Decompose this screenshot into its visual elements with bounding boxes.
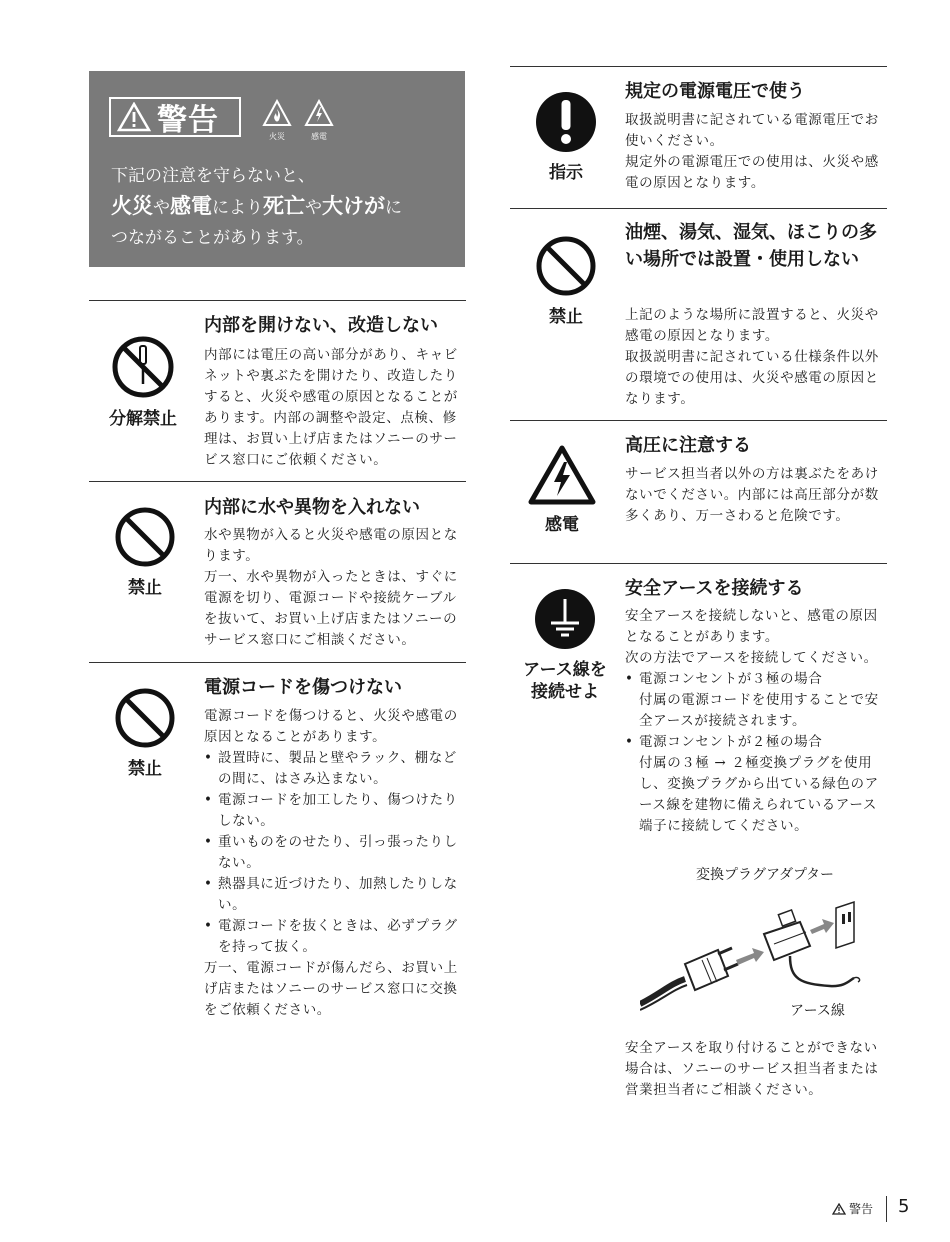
divider (89, 662, 466, 663)
section-body: 電源コードを傷つけると、火災や感電の原因となることがあります。 • 設置時に、製品と壁やラック、棚などの間に、はさみ込まない。 • 電源コードを加工したり、傷つけたりしない。 • 重いものをのせたり、引っ張ったりしない。 • 熱器具に近づけたり、加熱したりしない。 • 電源コードを抜くときは、必ずプラグを持って抜く。 万一、電源コードが傷んだら、お買い上げ店またはソニーのサービス窓口に交換をご依頼ください。 (204, 706, 462, 1021)
section-note: 安全アースを取り付けることができない場合は、ソニーのサービス担当者または営業担当者にご相談ください。 (625, 1040, 879, 1098)
section-body: 取扱説明書に記されている電源電圧でお使いください。 規定外の電源電圧での使用は、火災や感電の原因となります。 (625, 112, 879, 191)
divider (510, 66, 887, 67)
section-body: サービス担当者以外の方は裏ぶたをあけないでください。内部には高圧部分が数多くあり、万一さわると危険です。 (625, 466, 879, 524)
page-number: 5 (898, 1196, 910, 1217)
list-item: • 重いものをのせたり、引っ張ったりしない。 (204, 832, 462, 874)
icon-label: 禁止 (549, 307, 583, 327)
ground-icon (517, 587, 613, 703)
list-item: • 電源コードを抜くときは、必ずプラグを持って抜く。 (204, 916, 462, 958)
section-heading: 高圧に注意する (625, 435, 751, 456)
icon-label: 禁止 (128, 759, 162, 779)
fire-icon (259, 99, 295, 142)
shock-icon (301, 99, 337, 142)
electric-shock-icon (527, 444, 597, 536)
bullet-list (625, 669, 883, 837)
list-item: • 設置時に、製品と壁やラック、棚などの間に、はさみ込まない。 (204, 748, 462, 790)
section-heading: 安全アースを接続する (625, 578, 804, 599)
section-heading: 電源コードを傷つけない (204, 677, 402, 698)
icon-label: 禁止 (128, 578, 162, 598)
adapter-label: 変換プラグアダプター (696, 867, 835, 883)
section-body: 安全アースを接続しないと、感電の原因となることがあります。 次の方法でアースを接続してください。 • 電源コンセントが３極の場合 付属の電源コードを使用することで安全アースが接続されます。 • 電源コンセントが２極の場合 付属の３極 → ２極変換プラグを使用し、変換プラグから出ている緑色のアース線を建物に備えられているアース端子に接続してください。 (625, 606, 883, 837)
icon-label: 指示 (549, 163, 583, 183)
no-disassembly-icon (108, 334, 178, 430)
divider (510, 563, 887, 564)
section-body: 内部には電圧の高い部分があり、キャビネットや裏ぶたを開けたり、改造したりすると、火災や感電の原因となることがあります。内部の調整や設定、点検、修理は、お買い上げ店またはソニーのサービス窓口にご依頼ください。 (204, 347, 458, 468)
prohibition-icon (110, 505, 180, 599)
icon-label: アース線を 接続せよ (523, 660, 607, 702)
divider (89, 300, 466, 301)
warning-title-frame (109, 97, 241, 137)
prohibition-icon (110, 686, 180, 780)
icon-label: 分解禁止 (109, 409, 177, 429)
list-item: • 電源コンセントが２極の場合 付属の３極 → ２極変換プラグを使用し、変換プラグから出ている緑色のアース線を建物に備えられているアース端子に接続してください。 (625, 732, 883, 837)
prohibition-icon (531, 234, 601, 328)
warning-line-3: つながることがあります。 (111, 228, 314, 248)
footer-section-name: 警告 (849, 1202, 874, 1216)
warning-line-1: 下記の注意を守らないと、 (111, 166, 315, 186)
warning-line-2: 火災や感電により死亡や大けがに (111, 194, 402, 218)
divider (510, 208, 887, 209)
list-item: • 電源コードを加工したり、傷つけたりしない。 (204, 790, 462, 832)
warning-title: 警告 (157, 103, 219, 138)
fire-icon-label: 火災 (269, 132, 285, 141)
warning-triangle-icon (117, 102, 151, 132)
section-heading: 油煙、湯気、湿気、ほこりの多い場所では設置・使用しない (625, 222, 877, 270)
section-body: 水や異物が入ると火災や感電の原因となります。 万一、水や異物が入ったときは、すぐに電源を切り、電源コードや接続ケーブルを抜いて、お買い上げ店またはソニーのサービス窓口にご相談ください。 (204, 527, 458, 648)
section-heading: 内部に水や異物を入れない (204, 497, 420, 518)
icon-label: 感電 (545, 515, 579, 535)
plug-adapter-illustration (640, 884, 880, 1014)
warning-box (89, 71, 465, 267)
mandatory-action-icon (531, 90, 601, 184)
list-item: • 熱器具に近づけたり、加熱したりしない。 (204, 874, 462, 916)
bullet-list (204, 748, 462, 958)
section-heading: 規定の電源電圧で使う (625, 81, 805, 102)
footer-divider (886, 1196, 887, 1222)
list-item: • 電源コンセントが３極の場合 付属の電源コードを使用することで安全アースが接続されます。 (625, 669, 883, 732)
divider (510, 420, 887, 421)
divider (89, 481, 466, 482)
section-heading: 内部を開けない、改造しない (204, 315, 438, 336)
shock-icon-label: 感電 (311, 132, 327, 141)
footer-section-label (832, 1200, 873, 1217)
warning-triangle-icon (832, 1203, 846, 1215)
plug-adapter-diagram (640, 858, 880, 1028)
section-body: 上記のような場所に設置すると、火災や感電の原因となります。 取扱説明書に記されている仕様条件以外の環境での使用は、火災や感電の原因となります。 (625, 307, 879, 407)
warning-text (111, 161, 451, 253)
ground-wire-label: アース線 (790, 1003, 845, 1019)
